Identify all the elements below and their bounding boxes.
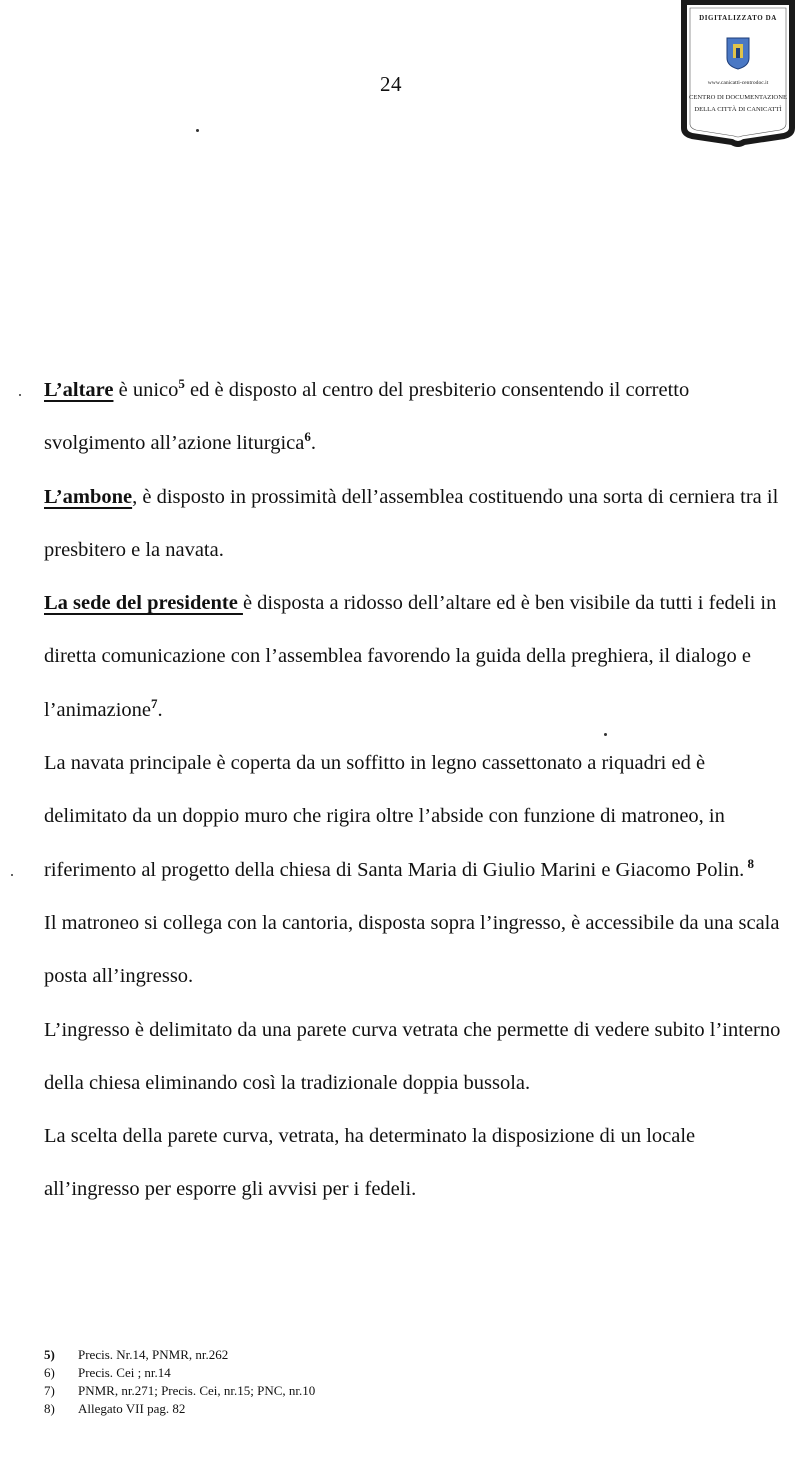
- scan-speck: [196, 129, 199, 132]
- footnote-number: 6): [44, 1365, 55, 1380]
- text-run: è unico: [113, 379, 179, 401]
- text-run: La navata principale è coperta da un soffitto in legno cassettonato a riquadri ed è delimitato da un doppio muro che rigira oltre l’abside con funzione di matroneo, in riferimento al progetto della chiesa di Santa Maria di Giulio Marini e Giacomo Polin.: [44, 752, 745, 881]
- paragraph-navata: [44, 737, 784, 897]
- footnote-item: [44, 1346, 544, 1364]
- city-emblem-icon: [727, 38, 749, 69]
- text-run: .: [310, 432, 316, 455]
- stamp-line-1: CENTRO DI DOCUMENTAZIONE: [688, 94, 787, 101]
- text-run: è disposta a ridosso dell’altare ed è ben visibile da tutti i fedeli in diretta comunicazione con l’assemblea favorendo la guida della preghiera, il dialogo e l’animazione: [44, 592, 777, 721]
- footnote-number: 8): [44, 1401, 55, 1416]
- footnote-text: Precis. Cei ; nr.14: [78, 1365, 171, 1380]
- lead-term: La sede del presidente: [44, 592, 243, 615]
- text-run: .: [157, 698, 163, 721]
- scan-speck: [604, 733, 607, 736]
- digitization-stamp: [678, 0, 798, 150]
- stamp-frame: [678, 0, 798, 150]
- footnote-text: Allegato VII pag. 82: [78, 1401, 186, 1416]
- stamp-title: DIGITALIZZATO DA: [699, 14, 777, 22]
- text-run: ed è disposto al centro del presbiterio consentendo il corretto svolgimento all’azione liturgica: [44, 379, 690, 455]
- lead-term: L’altare: [44, 379, 114, 401]
- scan-speck: [19, 394, 21, 396]
- lead-term: L’ambone: [44, 485, 133, 508]
- paragraph-ambone: [44, 471, 784, 578]
- paragraph-matroneo: Il matroneo si collega con la cantoria, disposta sopra l’ingresso, è accessibile da una scala posta all’ingresso.: [44, 911, 780, 988]
- footnote-text: PNMR, nr.271; Precis. Cei, nr.15; PNC, nr.10: [78, 1383, 316, 1398]
- footnote-item: [44, 1364, 544, 1382]
- stamp-url: www.canicatti-centrodoc.it: [707, 80, 769, 86]
- text-run: , è disposto in prossimità dell’assemblea costituendo una sorta di cerniera tra il presbitero e la navata.: [44, 485, 779, 561]
- paragraph-ingresso: L’ingresso è delimitato da una parete curva vetrata che permette di vedere subito l’interno della chiesa eliminando così la tradizionale doppia bussola.: [44, 1018, 781, 1094]
- footnote-item: [44, 1400, 544, 1418]
- page-number: 24: [380, 72, 402, 96]
- footnote-ref: 7: [151, 695, 158, 711]
- paragraph-altare: [44, 364, 784, 471]
- stamp-line-2: DELLA CITTÀ DI CANICATTÌ: [694, 106, 782, 113]
- footnote-ref: 8: [744, 855, 754, 871]
- footnote-text: Precis. Nr.14, PNMR, nr.262: [78, 1347, 229, 1362]
- footnote-number: 7): [44, 1383, 55, 1398]
- footnote-ref: 6: [304, 429, 311, 445]
- footnote-item: [44, 1382, 544, 1400]
- paragraph-sede: [44, 577, 784, 737]
- footnote-number: 5): [44, 1347, 55, 1362]
- body-text: [44, 364, 784, 1217]
- footnotes: [44, 1346, 544, 1418]
- footnote-ref: 5: [178, 376, 185, 391]
- scan-speck: [11, 874, 13, 876]
- paragraph-parete: La scelta della parete curva, vetrata, ha determinato la disposizione di un locale all’ingresso per esporre gli avvisi per i fedeli.: [44, 1125, 696, 1201]
